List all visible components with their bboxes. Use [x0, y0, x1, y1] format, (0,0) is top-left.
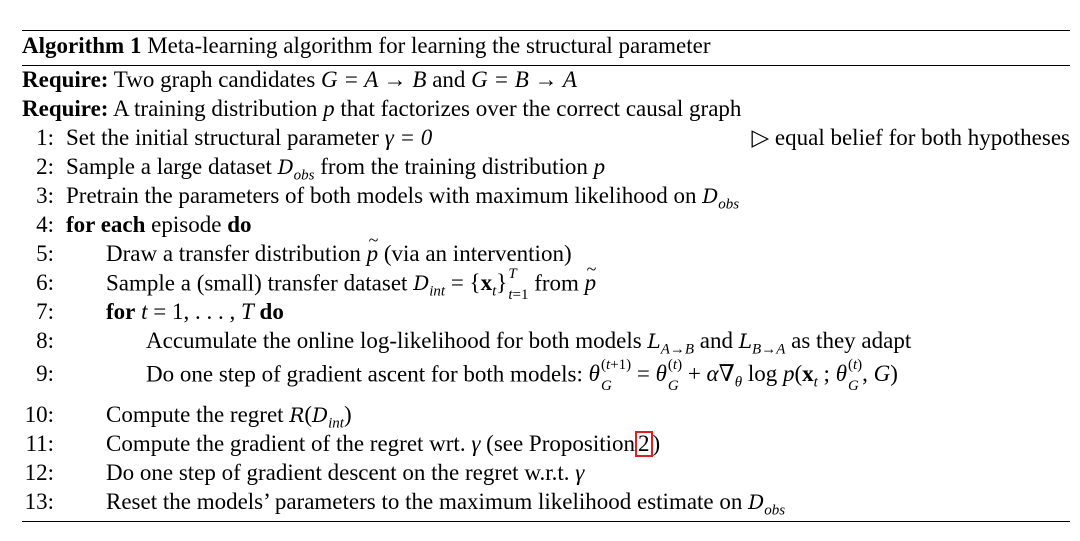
step-7: [22, 299, 1070, 328]
line-number: 9:: [36, 361, 54, 386]
line-number: 3:: [36, 183, 54, 208]
step-2: [22, 154, 1070, 183]
step-text: and: [699, 328, 734, 353]
require-keyword: Require:: [22, 96, 109, 121]
step-text: as they adapt: [791, 328, 912, 353]
line-number: 6:: [36, 270, 54, 295]
math-gamma: γ: [575, 460, 585, 485]
step-comment: ▷ equal belief for both hypotheses: [751, 125, 1070, 150]
math-gamma: γ: [471, 431, 481, 456]
math-regret: $R(D_{int})$: [289, 402, 352, 432]
math-graph-b: G = B → A: [471, 67, 577, 92]
step-text: from the training distribution: [320, 154, 588, 179]
step-text: Compute the gradient of the regret wrt.: [106, 431, 466, 456]
math-d-obs: $D_{obs}$: [277, 155, 315, 184]
step-9: [22, 357, 1070, 397]
math-p-tilde: ~ p: [367, 241, 379, 267]
step-6: [22, 266, 1070, 303]
require-text: Two graph candidates: [113, 67, 316, 92]
require-keyword: Require:: [22, 67, 109, 92]
line-number: 10:: [24, 402, 54, 427]
step-4: [22, 212, 1070, 241]
math-d-obs: $D_{obs}$: [702, 184, 740, 213]
require-text: A training distribution: [112, 96, 318, 121]
math-t-range: t = 1, . . . , T: [141, 299, 254, 324]
line-number: 12:: [24, 460, 54, 485]
algorithm-title: Meta-learning algorithm for learning the structural parameter: [147, 33, 711, 58]
bottom-rule: [22, 521, 1070, 522]
middle-rule: [22, 65, 1070, 66]
math-d-obs: $D_{obs}$: [748, 490, 786, 519]
step-text: Reset the models’ parameters to the maximum likelihood estimate on: [106, 489, 743, 514]
line-number: 1:: [36, 125, 54, 150]
math-p: p: [593, 154, 606, 179]
keyword-do: do: [259, 299, 284, 324]
math-l-a-b: $L_{A\to B}$: [647, 329, 695, 358]
math-p: p: [323, 96, 335, 121]
keyword-for-each: for each: [66, 212, 146, 237]
line-number: 8:: [36, 328, 54, 353]
require-line-2: [22, 96, 1070, 125]
math-l-b-a: $L_{B\to A}$: [738, 329, 786, 358]
step-text: (see Proposition: [486, 431, 636, 456]
step-text: episode: [151, 212, 222, 237]
line-number: 2:: [36, 154, 54, 179]
math-gradient-ascent: θ (t+1) G = θ (t) G + $\alpha\nabla_\theta$ $\log p(x_t$ ; θ (t) G , G): [588, 357, 898, 394]
algorithm-label: Algorithm 1: [22, 33, 142, 58]
keyword-for: for: [106, 299, 136, 324]
require-text: that factorizes over the correct causal graph: [340, 96, 742, 121]
step-text: Sample a large dataset: [66, 154, 272, 179]
step-text: Set the initial structural parameter: [66, 125, 379, 150]
line-number: 4:: [36, 212, 54, 237]
step-13: [22, 489, 1070, 518]
keyword-do: do: [227, 212, 252, 237]
step-3: [22, 183, 1070, 212]
step-text: Accumulate the online log-likelihood for both models: [146, 328, 642, 353]
proposition-reference-link[interactable]: 2: [635, 431, 653, 457]
step-text: Draw a transfer distribution: [106, 241, 361, 266]
top-rule: [22, 30, 1070, 31]
step-12: [22, 460, 1070, 489]
step-text: Pretrain the parameters of both models with maximum likelihood on: [66, 183, 697, 208]
step-11: [22, 431, 1070, 460]
math-gamma-init: γ = 0: [384, 125, 433, 150]
algorithm-header: [22, 33, 710, 59]
step-5: [22, 241, 1070, 270]
step-text: Do one step of gradient descent on the regret w.r.t.: [106, 460, 570, 485]
line-number: 13:: [24, 489, 54, 514]
step-text: Do one step of gradient ascent for both models:: [146, 361, 583, 387]
step-text: Compute the regret: [106, 402, 284, 427]
step-text: Sample a (small) transfer dataset: [106, 270, 408, 296]
line-number: 5:: [36, 241, 54, 266]
require-line-1: [22, 67, 1070, 96]
line-number: 7:: [36, 299, 54, 324]
step-1: [22, 125, 1070, 154]
step-8: [22, 328, 1070, 357]
math-graph-a: G = A → B: [321, 67, 427, 92]
step-text: ): [652, 431, 661, 456]
math-d-int-def: $D_{int} = \{x_t\}$ T t=1: [413, 266, 529, 303]
step-text: (via an intervention): [383, 241, 572, 266]
step-10: [22, 402, 1070, 431]
line-number: 11:: [25, 431, 54, 456]
step-text: from: [534, 270, 579, 296]
require-text: and: [432, 67, 466, 92]
math-p-tilde: ~ p: [585, 270, 597, 296]
